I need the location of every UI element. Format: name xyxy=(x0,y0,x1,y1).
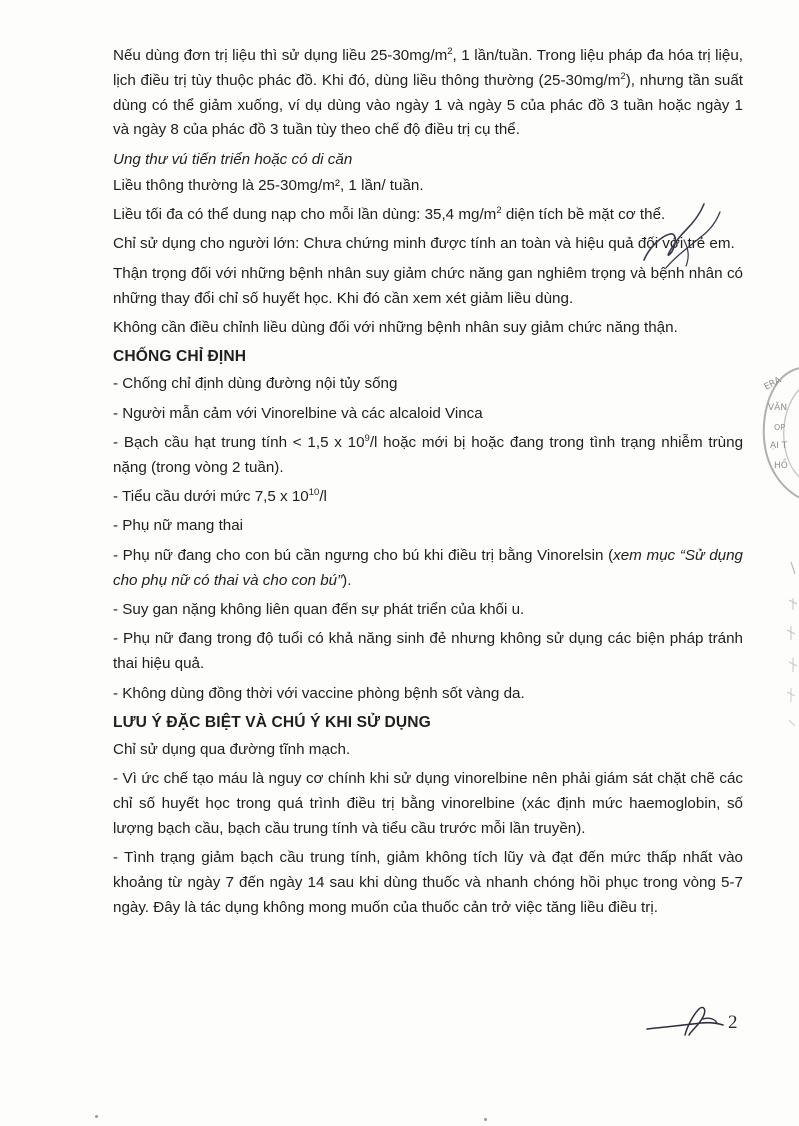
scan-speck xyxy=(484,1118,487,1121)
contraindication-item: - Suy gan nặng không liên quan đến sự phát triển của khối u. xyxy=(113,601,525,619)
page-signature xyxy=(645,1005,725,1041)
contraindication-item xyxy=(113,544,743,594)
stamp-text: ẠI T xyxy=(770,441,788,451)
renal-paragraph: Không cần điều chỉnh liều dùng đối với những bệnh nhân suy giảm chức năng thận. xyxy=(113,318,678,336)
text-run: - Tiểu cầu dưới mức 7,5 x 10 xyxy=(113,488,309,506)
hepatic-caution-paragraph: Thận trọng đối với những bệnh nhân suy giảm chức năng gan nghiêm trọng và bệnh nhân có những thay đổi chỉ số huyết học. Khi đó cần xem xét giảm liều dùng. xyxy=(113,264,743,307)
contraindication-item: - Người mẫn cảm với Vinorelbine và các alcaloid Vinca xyxy=(113,404,483,422)
text-run: diện tích bề mặt cơ thể. xyxy=(501,205,666,223)
superscript: 2 xyxy=(447,46,453,57)
page-number: 2 xyxy=(728,1012,738,1033)
handwritten-initial xyxy=(640,196,725,276)
text-run: , 1 lần/tuần. Trong liệu pháp đa hóa trị liệu, lịch điều trị tùy thuộc phác đồ. Khi đó, dùng liều thông thường (25-30mg/m xyxy=(113,47,743,89)
warnings-heading: LƯU Ý ĐẶC BIỆT VÀ CHÚ Ý KHI SỬ DỤNG xyxy=(113,714,431,732)
text-run: /l hoặc mới bị hoặc đang trong tình trạng nhiễm trùng nặng (trong vòng 2 tuần). xyxy=(113,433,744,476)
superscript: 9 xyxy=(364,432,370,444)
stamp-text: VĂN xyxy=(768,403,788,413)
dosage-monotherapy-paragraph xyxy=(113,44,743,143)
cross-reference: xem mục “Sử dụng cho phụ nữ có thai và cho con bú” xyxy=(113,546,743,589)
contraindication-item xyxy=(113,431,743,481)
stamp-text: HỒ xyxy=(774,461,788,471)
text-run: ). xyxy=(342,571,352,589)
superscript: 10 xyxy=(308,487,320,499)
text-run: - Bạch cầu hạt trung tính < 1,5 x 10 xyxy=(113,433,365,451)
margin-marks xyxy=(775,560,799,730)
neutropenia-paragraph: - Tình trạng giảm bạch cầu trung tính, giảm không tích lũy và đạt đến mức thấp nhất vào khoảng từ ngày 7 đến ngày 14 sau khi dùng thuốc và nhanh chóng hồi phục trong vòng 5-7 ngày. Đây là tác dụng không mong muốn của thuốc cản trở việc tăng liều điều trị. xyxy=(113,849,743,916)
text-run: ), nhưng tần suất dùng có thể giảm xuống, ví dụ dùng vào ngày 1 và ngày 5 của phác đồ 3 tuần hoặc ngày 1 và ngày 8 của phác đồ 3 tuần tùy theo chế độ điều trị cụ thể. xyxy=(113,71,743,139)
text-run: - Phụ nữ đang cho con bú cần ngưng cho bú khi điều trị bằng Vinorelsin ( xyxy=(113,546,614,564)
stamp-text: OP xyxy=(774,423,786,432)
contraindications-heading: CHỐNG CHỈ ĐỊNH xyxy=(113,348,247,366)
text-run: /l xyxy=(319,488,327,506)
contraindication-item: - Phụ nữ đang trong độ tuổi có khả năng sinh đẻ nhưng không sử dụng các biện pháp tránh thai hiệu quả. xyxy=(113,630,743,673)
text-run: Nếu dùng đơn trị liệu thì sử dụng liều 25-30mg/m xyxy=(113,47,448,64)
usual-dose-paragraph: Liều thông thường là 25-30mg/m², 1 lần/ tuần. xyxy=(113,176,424,194)
contraindication-item: - Không dùng đồng thời với vaccine phòng bệnh sốt vàng da. xyxy=(113,684,525,702)
contraindication-item: - Chống chỉ định dùng đường nội tủy sống xyxy=(113,375,398,393)
text-run: Liều tối đa có thể dung nạp cho mỗi lần dùng: 35,4 mg/m xyxy=(113,205,497,223)
contraindication-item: - Phụ nữ mang thai xyxy=(113,517,244,535)
adults-only-paragraph: Chỉ sử dụng cho người lớn: Chưa chứng minh được tính an toàn và hiệu quả đối với trẻ em. xyxy=(113,235,735,253)
contraindication-item xyxy=(113,485,743,510)
superscript: 2 xyxy=(620,70,626,82)
iv-only-paragraph: Chỉ sử dụng qua đường tĩnh mạch. xyxy=(113,740,351,758)
scan-speck xyxy=(95,1115,98,1118)
document-body xyxy=(113,44,743,925)
superscript: 2 xyxy=(496,204,502,216)
stamp-text: ERA xyxy=(762,375,784,393)
official-stamp xyxy=(752,360,799,510)
hematologic-monitoring-paragraph: - Vì ức chế tạo máu là nguy cơ chính khi sử dụng vinorelbine nên phải giám sát chặt chẽ các chỉ số huyết học trong quá trình điều trị bằng vinorelbine (xác định mức haemoglobin, số lượng bạch cầu, bạch cầu trung tính và tiểu cầu trước mỗi lần truyền). xyxy=(113,770,743,837)
breast-cancer-subheading: Ung thư vú tiến triển hoặc có di căn xyxy=(113,150,353,168)
